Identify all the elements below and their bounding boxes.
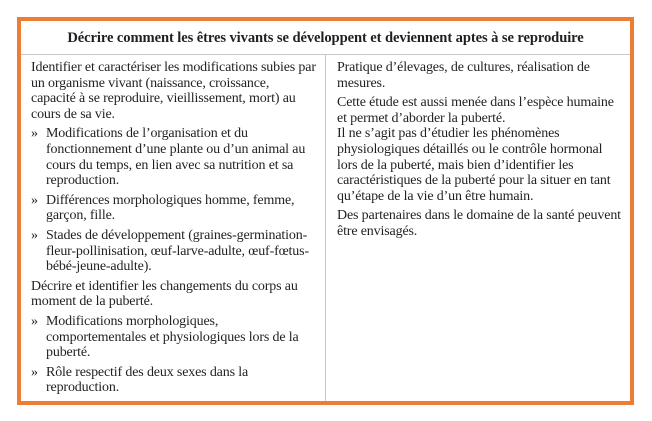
list-item <box>31 126 317 188</box>
curriculum-table <box>17 17 634 405</box>
guidance-paragraph: Il ne s’agit pas d’étudier les phénomènes physiologiques détaillés ou le contrôle hormonal lors de la puberté, mais bien d’identifier les caractéristiques de la puberté pour la situer en tant qu’étape de la vie d’un être humain. <box>337 126 611 204</box>
list-item-text: Différences morphologiques homme, femme, garçon, fille. <box>46 192 295 224</box>
objective-puberty: Décrire et identifier les changements du corps au moment de la puberté. <box>31 278 298 310</box>
list-item <box>31 365 317 396</box>
table-title: Décrire comment les êtres vivants se développent et deviennent aptes à se reproduire <box>21 21 630 55</box>
list-item-text: Rôle respectif des deux sexes dans la reproduction. <box>46 364 249 396</box>
list-item-text: Modifications morphologiques, comportementales et physiologiques lors de la puberté. <box>46 313 299 361</box>
guidance-paragraph: Des partenaires dans le domaine de la santé peuvent être envisagés. <box>337 208 621 239</box>
knowledge-column <box>21 55 326 401</box>
bullet-mark: » <box>31 364 38 380</box>
guidance-paragraph: Cette étude est aussi menée dans l’espèce humaine et permet d’aborder la puberté. <box>337 95 614 126</box>
guidance-paragraph: Pratique d’élevages, de cultures, réalisation de mesures. <box>337 60 590 91</box>
list-item <box>31 228 317 275</box>
list-item-text: Stades de développement (graines-germination-fleur-pollinisation, œuf-larve-adulte, œuf-fœtus-bébé-jeune-adulte). <box>46 227 309 275</box>
guidance-column <box>326 55 630 401</box>
list-item <box>31 314 317 361</box>
bullet-mark: » <box>31 227 38 243</box>
bullet-mark: » <box>31 313 38 329</box>
objective-growth: Identifier et caractériser les modifications subies par un organisme vivant (naissance, croissance, capacité à se reproduire, vieillissement, mort) au cours de sa vie. <box>31 60 316 122</box>
bullet-mark: » <box>31 192 38 208</box>
list-item-text: Modifications de l’organisation et du fonctionnement d’une plante ou d’un animal au cours du temps, en lien avec sa nutrition et sa reproduction. <box>46 126 306 189</box>
bullet-mark: » <box>31 126 38 142</box>
list-item <box>31 193 317 224</box>
